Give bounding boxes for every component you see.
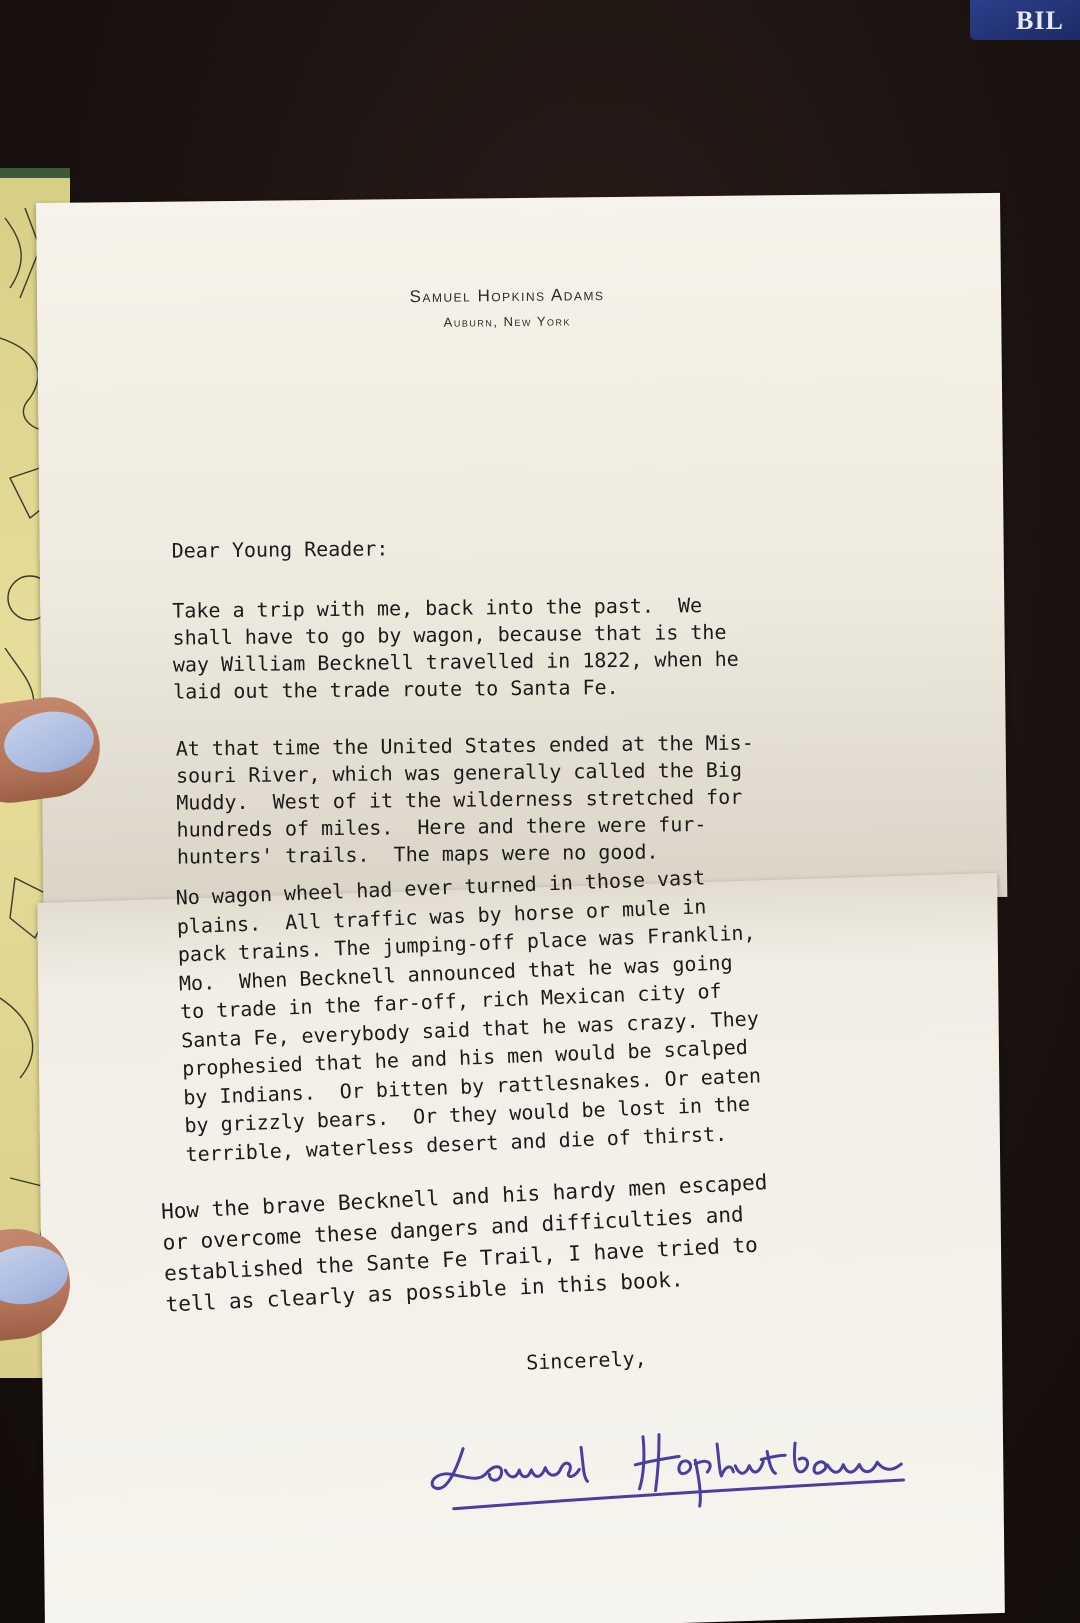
- handwritten-signature: [423, 1404, 944, 1519]
- salutation: Dear Young Reader:: [171, 536, 389, 563]
- paragraph-2: At that time the United States ended at the Mis- souri River, which was generally called the Big Muddy. West of it the wilderness stretched for hundreds of miles. Here and there were fur- hunters' trails. The maps were no good.: [175, 730, 754, 869]
- paragraph-1: Take a trip with me, back into the past. We shall have to go by wagon, because that is the way William Becknell travelled in 1822, when he laid out the trade route to Santa Fe.: [172, 593, 739, 704]
- letterhead-name: Samuel Hopkins Adams: [409, 285, 605, 307]
- book-spine-corner: [970, 0, 1080, 40]
- letterhead-place: Auburn, New York: [443, 313, 572, 330]
- closing: Sincerely,: [525, 1346, 647, 1375]
- paragraph-3: No wagon wheel had ever turned in those vast plains. All traffic was by horse or mule in pack trains. The jumping-off place was Franklin, Mo. When Becknell announced that he was going to trade in the far-off, rich Mexican city of Santa Fe, everybody said that he was crazy. They prophesied that he and his men would be scalped by Indians. Or bitten by rattlesnakes. Or eaten by grizzly bears. Or they would be lost in the terrible, waterless desert and die of thirst.: [175, 865, 762, 1166]
- letter: [30, 193, 1017, 1623]
- book-spine-text: BIL: [1016, 6, 1064, 35]
- letterhead: [337, 284, 677, 331]
- letter-upper-panel: [36, 193, 1007, 907]
- paragraph-4: How the brave Becknell and his hardy men escaped or overcome these dangers and difficulties and established the Sante Fe Trail, I have tried to tell as clearly as possible in this book.: [160, 1170, 768, 1317]
